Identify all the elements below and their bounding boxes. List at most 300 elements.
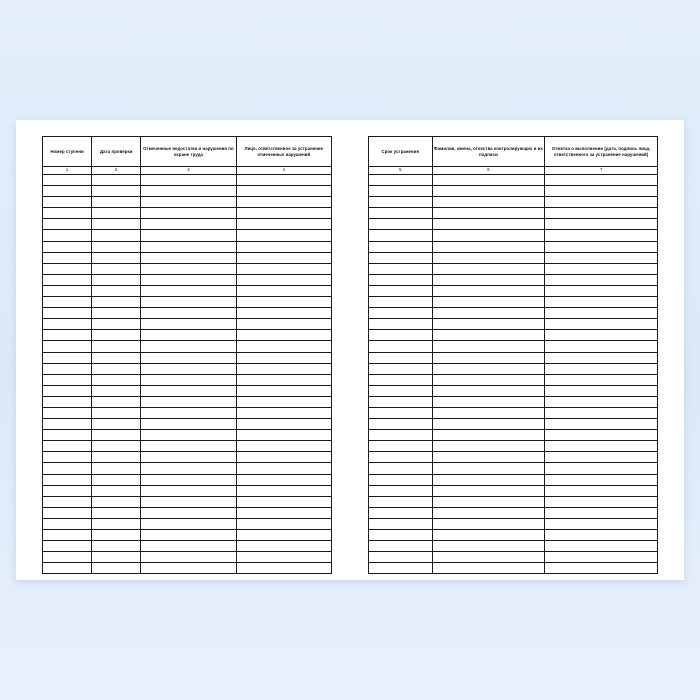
- table-cell[interactable]: [92, 441, 141, 452]
- table-cell[interactable]: [236, 552, 331, 563]
- table-cell[interactable]: [92, 518, 141, 529]
- table-cell[interactable]: [141, 496, 236, 507]
- table-cell[interactable]: [432, 452, 545, 463]
- table-cell[interactable]: [236, 430, 331, 441]
- table-cell[interactable]: [369, 552, 433, 563]
- table-cell[interactable]: [545, 330, 658, 341]
- table-cell[interactable]: [545, 518, 658, 529]
- table-cell[interactable]: [432, 474, 545, 485]
- table-cell[interactable]: [545, 463, 658, 474]
- table-cell[interactable]: [141, 374, 236, 385]
- table-cell[interactable]: [369, 297, 433, 308]
- table-cell[interactable]: [545, 352, 658, 363]
- table-row[interactable]: [43, 541, 332, 552]
- table-cell[interactable]: [92, 241, 141, 252]
- table-cell[interactable]: [432, 241, 545, 252]
- table-cell[interactable]: [236, 319, 331, 330]
- table-cell[interactable]: [92, 374, 141, 385]
- table-cell[interactable]: [141, 541, 236, 552]
- table-row[interactable]: [369, 285, 658, 296]
- table-cell[interactable]: [236, 407, 331, 418]
- table-cell[interactable]: [432, 363, 545, 374]
- table-cell[interactable]: [92, 308, 141, 319]
- table-cell[interactable]: [369, 430, 433, 441]
- table-cell[interactable]: [236, 208, 331, 219]
- table-cell[interactable]: [545, 308, 658, 319]
- table-row[interactable]: [43, 563, 332, 574]
- table-cell[interactable]: [141, 341, 236, 352]
- table-cell[interactable]: [141, 552, 236, 563]
- table-cell[interactable]: [432, 274, 545, 285]
- table-cell[interactable]: [432, 374, 545, 385]
- table-cell[interactable]: [369, 507, 433, 518]
- table-cell[interactable]: [236, 530, 331, 541]
- table-cell[interactable]: [236, 274, 331, 285]
- table-cell[interactable]: [369, 530, 433, 541]
- table-row[interactable]: [369, 352, 658, 363]
- table-cell[interactable]: [43, 363, 92, 374]
- table-cell[interactable]: [545, 374, 658, 385]
- table-cell[interactable]: [432, 208, 545, 219]
- table-cell[interactable]: [432, 175, 545, 186]
- table-cell[interactable]: [141, 263, 236, 274]
- table-cell[interactable]: [432, 430, 545, 441]
- table-cell[interactable]: [545, 441, 658, 452]
- table-cell[interactable]: [92, 363, 141, 374]
- table-cell[interactable]: [43, 441, 92, 452]
- table-row[interactable]: [369, 330, 658, 341]
- table-cell[interactable]: [369, 274, 433, 285]
- table-cell[interactable]: [432, 230, 545, 241]
- table-cell[interactable]: [369, 186, 433, 197]
- table-cell[interactable]: [369, 374, 433, 385]
- table-cell[interactable]: [369, 518, 433, 529]
- table-cell[interactable]: [369, 441, 433, 452]
- table-cell[interactable]: [432, 407, 545, 418]
- table-cell[interactable]: [43, 341, 92, 352]
- table-cell[interactable]: [141, 485, 236, 496]
- table-cell[interactable]: [92, 219, 141, 230]
- table-cell[interactable]: [141, 230, 236, 241]
- table-row[interactable]: [43, 441, 332, 452]
- table-row[interactable]: [369, 252, 658, 263]
- table-cell[interactable]: [432, 419, 545, 430]
- table-cell[interactable]: [369, 485, 433, 496]
- table-cell[interactable]: [43, 452, 92, 463]
- table-cell[interactable]: [369, 175, 433, 186]
- table-cell[interactable]: [141, 407, 236, 418]
- table-row[interactable]: [43, 419, 332, 430]
- table-cell[interactable]: [92, 474, 141, 485]
- table-cell[interactable]: [141, 197, 236, 208]
- table-row[interactable]: [369, 186, 658, 197]
- table-cell[interactable]: [369, 263, 433, 274]
- table-cell[interactable]: [43, 374, 92, 385]
- table-row[interactable]: [43, 241, 332, 252]
- table-row[interactable]: [369, 441, 658, 452]
- table-cell[interactable]: [92, 485, 141, 496]
- table-row[interactable]: [43, 263, 332, 274]
- table-cell[interactable]: [236, 541, 331, 552]
- table-cell[interactable]: [236, 175, 331, 186]
- table-cell[interactable]: [545, 341, 658, 352]
- table-cell[interactable]: [92, 496, 141, 507]
- table-cell[interactable]: [43, 219, 92, 230]
- table-cell[interactable]: [43, 208, 92, 219]
- table-cell[interactable]: [545, 396, 658, 407]
- table-cell[interactable]: [43, 563, 92, 574]
- table-cell[interactable]: [141, 252, 236, 263]
- table-cell[interactable]: [141, 563, 236, 574]
- table-row[interactable]: [43, 230, 332, 241]
- table-row[interactable]: [43, 452, 332, 463]
- table-cell[interactable]: [545, 474, 658, 485]
- table-cell[interactable]: [92, 396, 141, 407]
- table-cell[interactable]: [369, 208, 433, 219]
- table-cell[interactable]: [43, 507, 92, 518]
- table-row[interactable]: [369, 419, 658, 430]
- table-cell[interactable]: [43, 297, 92, 308]
- table-cell[interactable]: [141, 396, 236, 407]
- table-row[interactable]: [43, 175, 332, 186]
- table-cell[interactable]: [43, 518, 92, 529]
- table-cell[interactable]: [545, 552, 658, 563]
- table-row[interactable]: [43, 507, 332, 518]
- table-cell[interactable]: [141, 308, 236, 319]
- table-row[interactable]: [43, 363, 332, 374]
- table-cell[interactable]: [141, 352, 236, 363]
- table-cell[interactable]: [141, 385, 236, 396]
- table-row[interactable]: [369, 430, 658, 441]
- table-cell[interactable]: [236, 308, 331, 319]
- table-row[interactable]: [43, 530, 332, 541]
- table-cell[interactable]: [141, 441, 236, 452]
- table-cell[interactable]: [236, 385, 331, 396]
- table-cell[interactable]: [141, 474, 236, 485]
- table-cell[interactable]: [92, 208, 141, 219]
- table-cell[interactable]: [236, 396, 331, 407]
- table-row[interactable]: [369, 241, 658, 252]
- table-cell[interactable]: [432, 496, 545, 507]
- table-cell[interactable]: [141, 274, 236, 285]
- table-cell[interactable]: [432, 341, 545, 352]
- table-row[interactable]: [369, 297, 658, 308]
- table-row[interactable]: [43, 485, 332, 496]
- table-cell[interactable]: [43, 385, 92, 396]
- table-cell[interactable]: [141, 285, 236, 296]
- table-row[interactable]: [43, 407, 332, 418]
- table-cell[interactable]: [369, 285, 433, 296]
- table-cell[interactable]: [236, 230, 331, 241]
- table-cell[interactable]: [236, 330, 331, 341]
- table-cell[interactable]: [545, 419, 658, 430]
- table-cell[interactable]: [545, 319, 658, 330]
- table-cell[interactable]: [141, 297, 236, 308]
- table-cell[interactable]: [236, 452, 331, 463]
- table-cell[interactable]: [92, 285, 141, 296]
- table-row[interactable]: [43, 197, 332, 208]
- table-cell[interactable]: [141, 518, 236, 529]
- table-row[interactable]: [43, 319, 332, 330]
- table-cell[interactable]: [43, 485, 92, 496]
- table-cell[interactable]: [236, 341, 331, 352]
- table-cell[interactable]: [432, 263, 545, 274]
- table-row[interactable]: [43, 219, 332, 230]
- table-cell[interactable]: [43, 474, 92, 485]
- table-cell[interactable]: [545, 507, 658, 518]
- table-cell[interactable]: [545, 252, 658, 263]
- table-row[interactable]: [43, 518, 332, 529]
- table-row[interactable]: [369, 463, 658, 474]
- table-cell[interactable]: [236, 463, 331, 474]
- table-cell[interactable]: [141, 208, 236, 219]
- table-row[interactable]: [369, 363, 658, 374]
- table-cell[interactable]: [92, 175, 141, 186]
- table-row[interactable]: [43, 463, 332, 474]
- table-cell[interactable]: [92, 197, 141, 208]
- table-cell[interactable]: [432, 197, 545, 208]
- table-row[interactable]: [43, 496, 332, 507]
- table-cell[interactable]: [141, 319, 236, 330]
- table-cell[interactable]: [432, 308, 545, 319]
- table-cell[interactable]: [236, 441, 331, 452]
- table-cell[interactable]: [236, 518, 331, 529]
- table-row[interactable]: [43, 308, 332, 319]
- table-cell[interactable]: [43, 308, 92, 319]
- table-cell[interactable]: [236, 297, 331, 308]
- table-cell[interactable]: [545, 530, 658, 541]
- table-cell[interactable]: [369, 197, 433, 208]
- table-cell[interactable]: [369, 363, 433, 374]
- table-cell[interactable]: [236, 563, 331, 574]
- table-cell[interactable]: [545, 430, 658, 441]
- table-cell[interactable]: [236, 186, 331, 197]
- table-cell[interactable]: [545, 241, 658, 252]
- table-cell[interactable]: [369, 563, 433, 574]
- table-cell[interactable]: [432, 485, 545, 496]
- table-cell[interactable]: [141, 430, 236, 441]
- table-cell[interactable]: [43, 252, 92, 263]
- table-cell[interactable]: [432, 541, 545, 552]
- table-cell[interactable]: [141, 330, 236, 341]
- table-cell[interactable]: [141, 507, 236, 518]
- table-cell[interactable]: [141, 175, 236, 186]
- table-row[interactable]: [43, 330, 332, 341]
- table-cell[interactable]: [545, 186, 658, 197]
- table-row[interactable]: [369, 219, 658, 230]
- table-cell[interactable]: [432, 285, 545, 296]
- table-cell[interactable]: [43, 175, 92, 186]
- table-cell[interactable]: [432, 352, 545, 363]
- table-cell[interactable]: [236, 197, 331, 208]
- table-cell[interactable]: [43, 407, 92, 418]
- table-row[interactable]: [369, 563, 658, 574]
- table-row[interactable]: [369, 385, 658, 396]
- table-cell[interactable]: [141, 241, 236, 252]
- table-cell[interactable]: [236, 285, 331, 296]
- table-cell[interactable]: [369, 352, 433, 363]
- table-cell[interactable]: [545, 274, 658, 285]
- table-cell[interactable]: [92, 507, 141, 518]
- table-cell[interactable]: [369, 396, 433, 407]
- table-row[interactable]: [369, 319, 658, 330]
- table-cell[interactable]: [43, 285, 92, 296]
- table-cell[interactable]: [545, 496, 658, 507]
- table-cell[interactable]: [369, 319, 433, 330]
- table-cell[interactable]: [43, 552, 92, 563]
- table-row[interactable]: [43, 208, 332, 219]
- table-cell[interactable]: [236, 496, 331, 507]
- table-cell[interactable]: [236, 507, 331, 518]
- table-cell[interactable]: [432, 518, 545, 529]
- table-cell[interactable]: [43, 263, 92, 274]
- table-cell[interactable]: [92, 419, 141, 430]
- table-cell[interactable]: [432, 319, 545, 330]
- table-cell[interactable]: [369, 452, 433, 463]
- table-cell[interactable]: [369, 341, 433, 352]
- table-cell[interactable]: [92, 563, 141, 574]
- table-row[interactable]: [369, 530, 658, 541]
- table-cell[interactable]: [92, 297, 141, 308]
- table-cell[interactable]: [141, 363, 236, 374]
- table-cell[interactable]: [545, 385, 658, 396]
- table-cell[interactable]: [43, 496, 92, 507]
- table-cell[interactable]: [236, 263, 331, 274]
- table-cell[interactable]: [369, 496, 433, 507]
- table-cell[interactable]: [432, 396, 545, 407]
- table-cell[interactable]: [369, 241, 433, 252]
- table-cell[interactable]: [141, 219, 236, 230]
- table-cell[interactable]: [92, 430, 141, 441]
- table-cell[interactable]: [92, 341, 141, 352]
- table-cell[interactable]: [92, 274, 141, 285]
- table-cell[interactable]: [43, 274, 92, 285]
- table-cell[interactable]: [141, 530, 236, 541]
- table-cell[interactable]: [369, 330, 433, 341]
- table-cell[interactable]: [545, 219, 658, 230]
- table-cell[interactable]: [432, 330, 545, 341]
- table-row[interactable]: [43, 186, 332, 197]
- table-cell[interactable]: [545, 452, 658, 463]
- table-cell[interactable]: [236, 474, 331, 485]
- table-cell[interactable]: [43, 396, 92, 407]
- table-cell[interactable]: [236, 241, 331, 252]
- table-cell[interactable]: [92, 552, 141, 563]
- table-cell[interactable]: [92, 385, 141, 396]
- table-row[interactable]: [369, 208, 658, 219]
- table-cell[interactable]: [545, 208, 658, 219]
- table-cell[interactable]: [545, 285, 658, 296]
- table-cell[interactable]: [236, 374, 331, 385]
- table-cell[interactable]: [141, 186, 236, 197]
- table-cell[interactable]: [43, 419, 92, 430]
- table-row[interactable]: [369, 507, 658, 518]
- table-cell[interactable]: [236, 419, 331, 430]
- table-cell[interactable]: [432, 297, 545, 308]
- table-cell[interactable]: [432, 507, 545, 518]
- table-cell[interactable]: [432, 186, 545, 197]
- table-row[interactable]: [369, 407, 658, 418]
- table-cell[interactable]: [43, 241, 92, 252]
- table-cell[interactable]: [92, 330, 141, 341]
- table-cell[interactable]: [369, 252, 433, 263]
- table-cell[interactable]: [432, 385, 545, 396]
- table-cell[interactable]: [236, 485, 331, 496]
- table-row[interactable]: [369, 341, 658, 352]
- table-cell[interactable]: [92, 530, 141, 541]
- table-cell[interactable]: [92, 452, 141, 463]
- table-cell[interactable]: [545, 485, 658, 496]
- table-row[interactable]: [369, 541, 658, 552]
- table-cell[interactable]: [43, 352, 92, 363]
- table-cell[interactable]: [43, 541, 92, 552]
- table-cell[interactable]: [92, 186, 141, 197]
- table-cell[interactable]: [43, 197, 92, 208]
- table-row[interactable]: [43, 430, 332, 441]
- table-cell[interactable]: [432, 219, 545, 230]
- table-cell[interactable]: [92, 352, 141, 363]
- table-cell[interactable]: [369, 419, 433, 430]
- table-cell[interactable]: [43, 463, 92, 474]
- table-row[interactable]: [43, 252, 332, 263]
- table-cell[interactable]: [545, 297, 658, 308]
- table-cell[interactable]: [545, 363, 658, 374]
- table-cell[interactable]: [369, 407, 433, 418]
- table-cell[interactable]: [432, 552, 545, 563]
- table-row[interactable]: [369, 175, 658, 186]
- table-row[interactable]: [369, 518, 658, 529]
- table-row[interactable]: [43, 396, 332, 407]
- table-cell[interactable]: [141, 463, 236, 474]
- table-row[interactable]: [369, 396, 658, 407]
- table-cell[interactable]: [545, 230, 658, 241]
- table-row[interactable]: [369, 496, 658, 507]
- table-row[interactable]: [43, 352, 332, 363]
- table-row[interactable]: [43, 285, 332, 296]
- table-row[interactable]: [43, 341, 332, 352]
- table-cell[interactable]: [92, 407, 141, 418]
- table-cell[interactable]: [141, 419, 236, 430]
- table-cell[interactable]: [545, 263, 658, 274]
- table-cell[interactable]: [545, 541, 658, 552]
- table-cell[interactable]: [545, 407, 658, 418]
- table-cell[interactable]: [369, 385, 433, 396]
- table-cell[interactable]: [545, 175, 658, 186]
- table-cell[interactable]: [43, 330, 92, 341]
- table-row[interactable]: [369, 274, 658, 285]
- table-cell[interactable]: [92, 541, 141, 552]
- table-cell[interactable]: [43, 319, 92, 330]
- table-cell[interactable]: [236, 363, 331, 374]
- table-row[interactable]: [43, 552, 332, 563]
- table-cell[interactable]: [92, 230, 141, 241]
- table-row[interactable]: [369, 230, 658, 241]
- table-cell[interactable]: [369, 541, 433, 552]
- table-cell[interactable]: [92, 263, 141, 274]
- table-cell[interactable]: [432, 563, 545, 574]
- table-cell[interactable]: [432, 252, 545, 263]
- table-cell[interactable]: [369, 463, 433, 474]
- table-row[interactable]: [369, 485, 658, 496]
- table-row[interactable]: [43, 274, 332, 285]
- table-cell[interactable]: [43, 530, 92, 541]
- table-cell[interactable]: [432, 463, 545, 474]
- table-cell[interactable]: [236, 352, 331, 363]
- table-row[interactable]: [369, 474, 658, 485]
- table-cell[interactable]: [43, 230, 92, 241]
- table-row[interactable]: [369, 452, 658, 463]
- table-row[interactable]: [369, 552, 658, 563]
